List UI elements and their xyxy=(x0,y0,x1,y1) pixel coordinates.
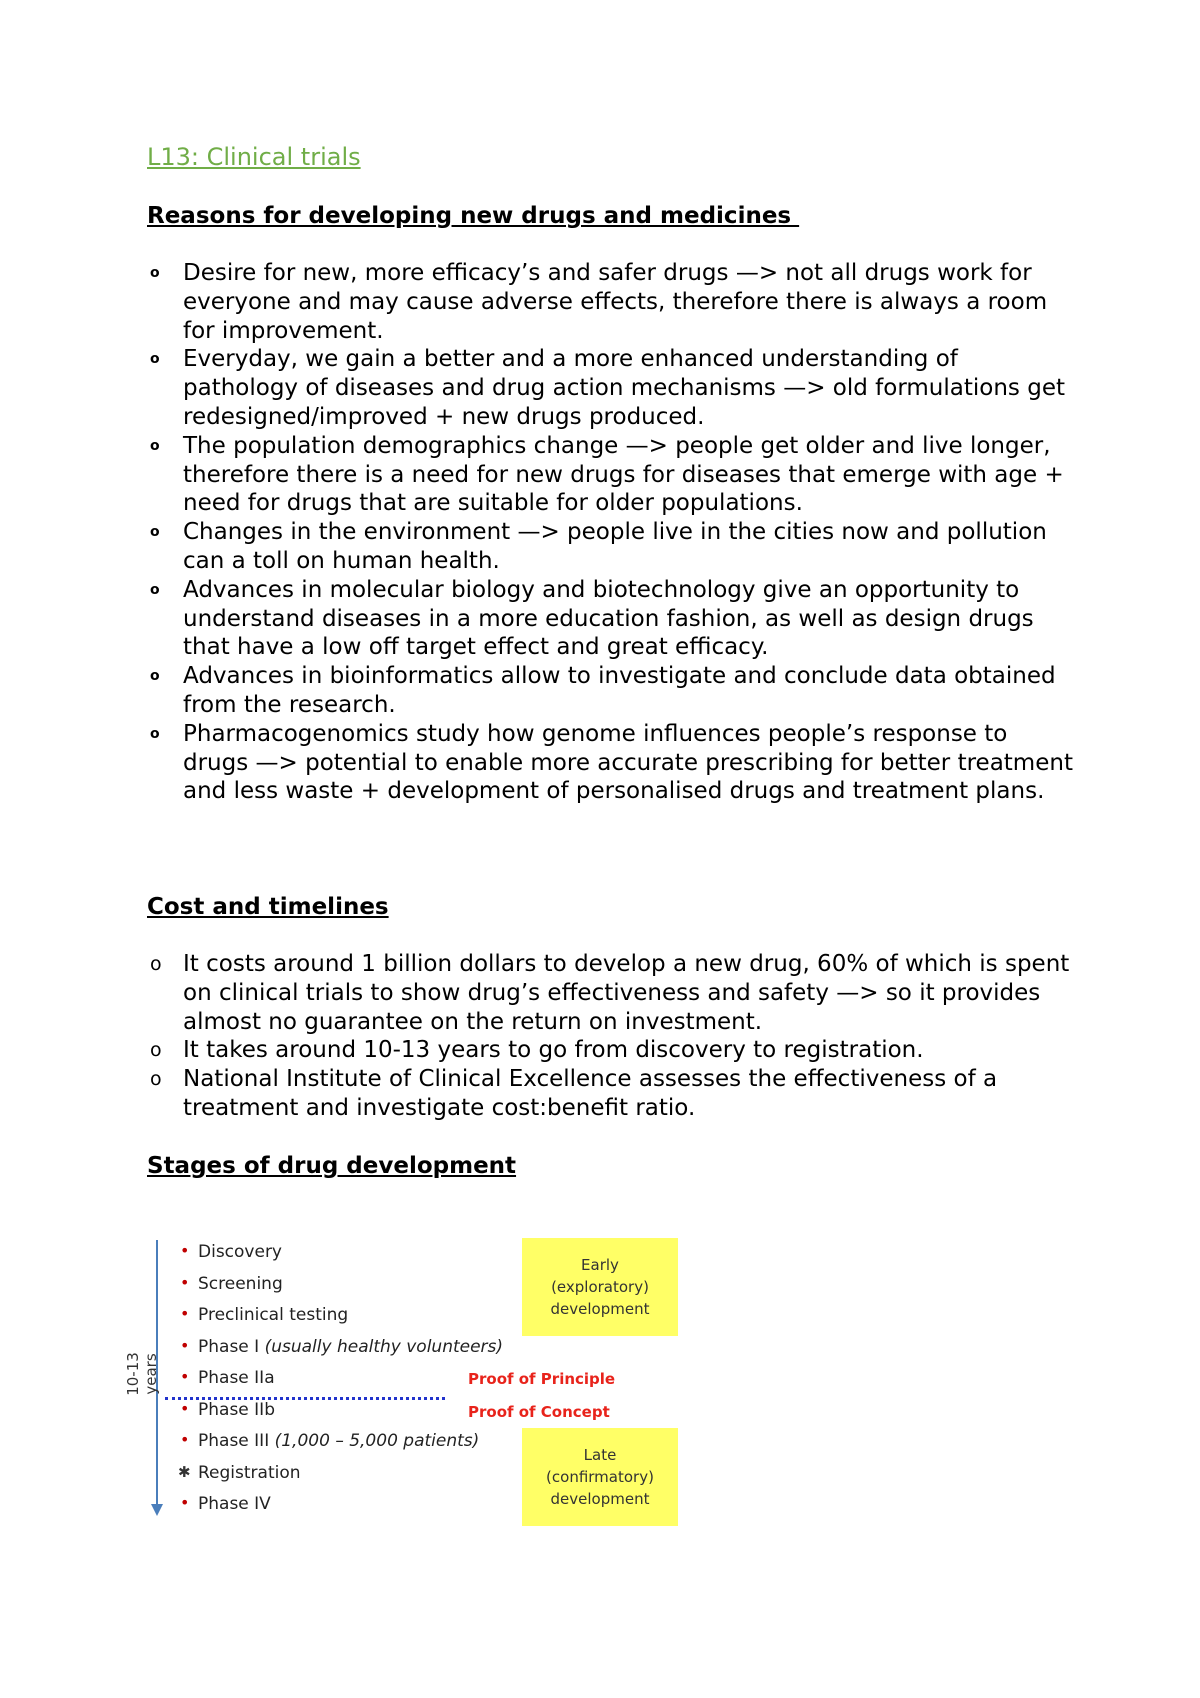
stage-item: • Screening xyxy=(180,1272,283,1294)
section-heading-stages: Stages of drug development xyxy=(147,1153,517,1179)
bullet-dot-icon: • xyxy=(180,1335,190,1355)
bullet-icon: o xyxy=(150,524,160,541)
drug-development-diagram xyxy=(124,1238,684,1538)
stage-item: • Preclinical testing xyxy=(180,1304,349,1325)
stage-item: • Discovery xyxy=(180,1241,282,1262)
bullet-icon: o xyxy=(150,581,160,598)
page-title: L13: Clinical trials xyxy=(147,143,361,171)
list-item: o Desire for new, more efficacy’s and safer drugs —> not all drugs work for everyone and may cause adverse effects, therefore there is always a room for improvement. xyxy=(150,260,1048,344)
bullet-icon: o xyxy=(150,953,162,975)
bullet-dot-icon: • xyxy=(180,1398,190,1418)
bullet-icon: o xyxy=(150,437,160,454)
reasons-list xyxy=(147,259,1077,806)
early-development-box: Early (exploratory) development xyxy=(522,1238,678,1336)
phase-divider-line xyxy=(165,1397,445,1400)
stage-item: • Phase IIb xyxy=(180,1398,275,1420)
list-item: o Advances in bioinformatics allow to investigate and conclude data obtained from the research. xyxy=(150,663,1056,718)
stage-item: • Phase I (usually healthy volunteers) xyxy=(180,1335,504,1357)
bullet-icon: o xyxy=(150,265,160,281)
list-item: o Everyday, we gain a better and a more enhanced understanding of pathology of diseases and drug action mechanisms —> old formulations get redesigned/improved + new drugs produced. xyxy=(150,346,1065,430)
stage-item: ✱ Registration xyxy=(178,1462,301,1483)
section-heading-reasons: Reasons for developing new drugs and medicines xyxy=(147,203,800,229)
bullet-icon: o xyxy=(150,1039,162,1062)
bullet-icon: o xyxy=(150,351,160,368)
asterisk-icon: ✱ xyxy=(178,1462,191,1481)
bullet-dot-icon: • xyxy=(180,1304,190,1323)
proof-of-principle-label: Proof of Principle xyxy=(468,1370,616,1388)
list-item: o Advances in molecular biology and biotechnology give an opportunity to understand diseases in a more education fashion, as well as design drugs that have a low off target effect and great efficacy. xyxy=(150,576,1034,661)
list-item: o Changes in the environment —> people live in the cities now and pollution can a toll on human health. xyxy=(150,519,1047,574)
cost-list xyxy=(147,950,1077,1123)
stage-list xyxy=(180,1242,503,1526)
list-item: o It takes around 10-13 years to go from discovery to registration. xyxy=(150,1037,924,1064)
stage-item: • Phase IV xyxy=(180,1493,271,1514)
bullet-icon: o xyxy=(150,725,160,742)
bullet-dot-icon: • xyxy=(180,1493,190,1512)
list-item: o It costs around 1 billion dollars to develop a new drug, 60% of which is spent on clinical trials to show drug’s effectiveness and safety —> so it provides almost no guarantee on the return on investment. xyxy=(150,951,1070,1035)
stage-item: • Phase III (1,000 – 5,000 patients) xyxy=(180,1430,480,1451)
list-item: o National Institute of Clinical Excellence assesses the effectiveness of a treatment and investigate cost:benefit ratio. xyxy=(150,1066,998,1121)
bullet-dot-icon: • xyxy=(180,1367,190,1386)
bullet-icon: o xyxy=(150,1068,162,1091)
stage-item: • Phase IIa xyxy=(180,1367,275,1388)
proof-of-concept-label: Proof of Concept xyxy=(468,1403,610,1421)
list-item: o The population demographics change —> people get older and live longer, therefore there is a need for new drugs for diseases that emerge with age + need for drugs that are suitable for older populations. xyxy=(150,432,1064,517)
bullet-dot-icon: • xyxy=(180,1241,190,1260)
bullet-icon: o xyxy=(150,668,160,685)
list-item: o Pharmacogenomics study how genome influences people’s response to drugs —> potential to enable more accurate prescribing for better treatment and less waste + development of personalised drugs and treatment plans. xyxy=(150,720,1073,805)
late-development-box: Late (confirmatory) development xyxy=(522,1428,678,1526)
bullet-dot-icon: • xyxy=(180,1272,190,1292)
bullet-dot-icon: • xyxy=(180,1430,190,1449)
timeline-label: 10-13 years xyxy=(124,1352,160,1396)
section-heading-cost: Cost and timelines xyxy=(147,894,389,920)
arrow-down-icon xyxy=(151,1504,163,1516)
